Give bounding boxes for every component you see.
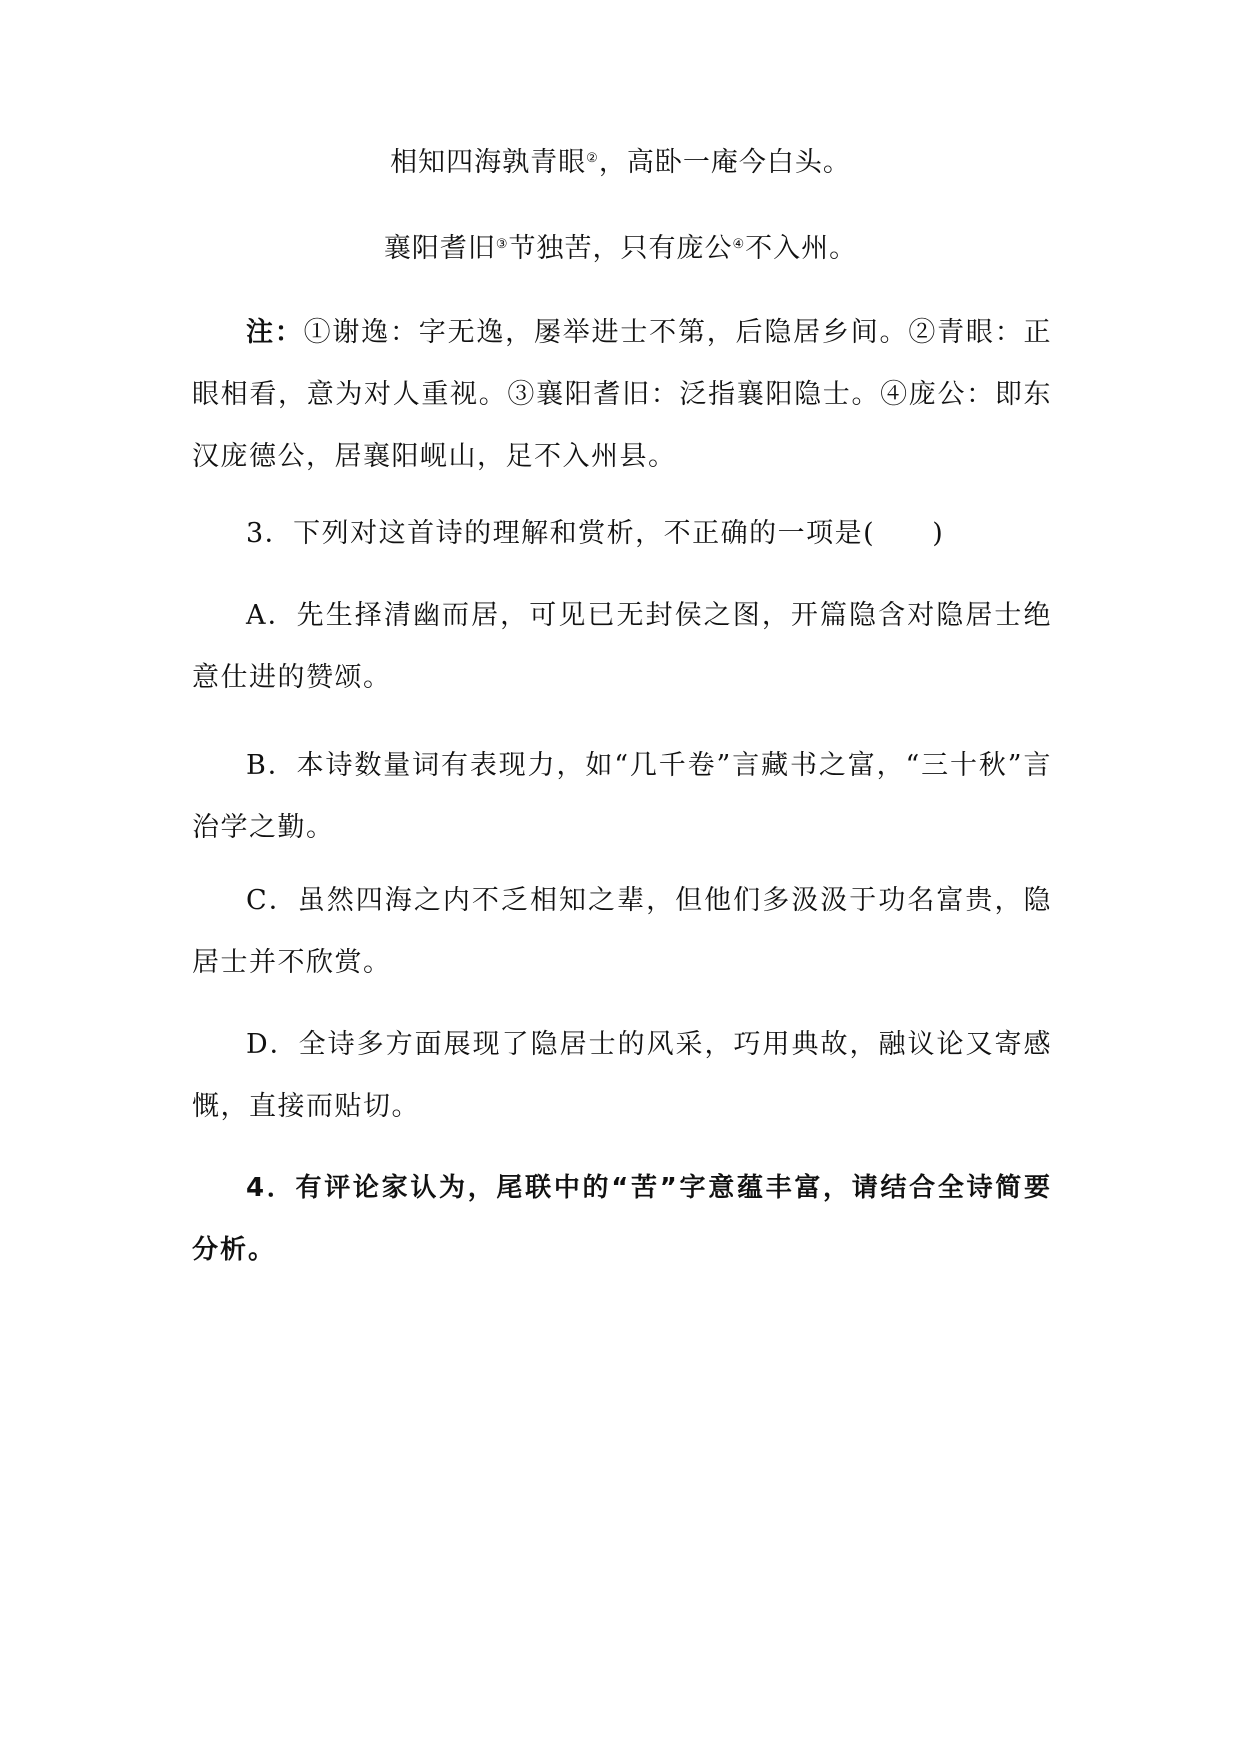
question-3-option-b: B．本诗数量词有表现力，如“几千卷”言藏书之富，“三十秋”言治学之勤。 — [192, 750, 1052, 843]
poem-line-1-text-a: 相知四海孰青眼 — [390, 147, 587, 178]
question-4-stem: 4．有评论家认为，尾联中的“苦”字意蕴丰富，请结合全诗简要分析。 — [192, 1173, 1052, 1265]
poem-line-2-text-b: 节独苦，只有庞公 — [508, 233, 733, 264]
poem-line-2 — [0, 229, 1241, 269]
question-3-option-c: C．虽然四海之内不乏相知之辈，但他们多汲汲于功名富贵，隐居士并不欣赏。 — [192, 885, 1052, 978]
poem-line-2-text-a: 襄阳耆旧 — [383, 233, 496, 264]
poem-line-2-text-c: 不入州。 — [745, 233, 858, 264]
footnote-marker-4: ④ — [732, 237, 746, 252]
poem-notes — [192, 302, 1052, 488]
poem-line-1 — [0, 143, 1241, 183]
question-3-option-d: D．全诗多方面展现了隐居士的风采，巧用典故，融议论又寄感慨，直接而贴切。 — [192, 1029, 1052, 1122]
footnote-marker-2: ② — [586, 151, 599, 166]
notes-text: ①谢逸：字无逸，屡举进士不第，后隐居乡间。②青眼：正眼相看，意为对人重视。③襄阳耆旧：泛指襄阳隐士。④庞公：即东汉庞德公，居襄阳岘山，足不入州县。 — [192, 317, 1052, 472]
poem-line-1-text-b: ，高卧一庵今白头。 — [598, 147, 851, 178]
question-3-stem: 3．下列对这首诗的理解和赏析，不正确的一项是( ) — [246, 518, 945, 549]
question-3-option-a: A．先生择清幽而居，可见已无封侯之图，开篇隐含对隐居士绝意仕进的赞颂。 — [192, 600, 1052, 693]
footnote-marker-3: ③ — [495, 237, 509, 252]
notes-label: 注： — [246, 317, 304, 348]
